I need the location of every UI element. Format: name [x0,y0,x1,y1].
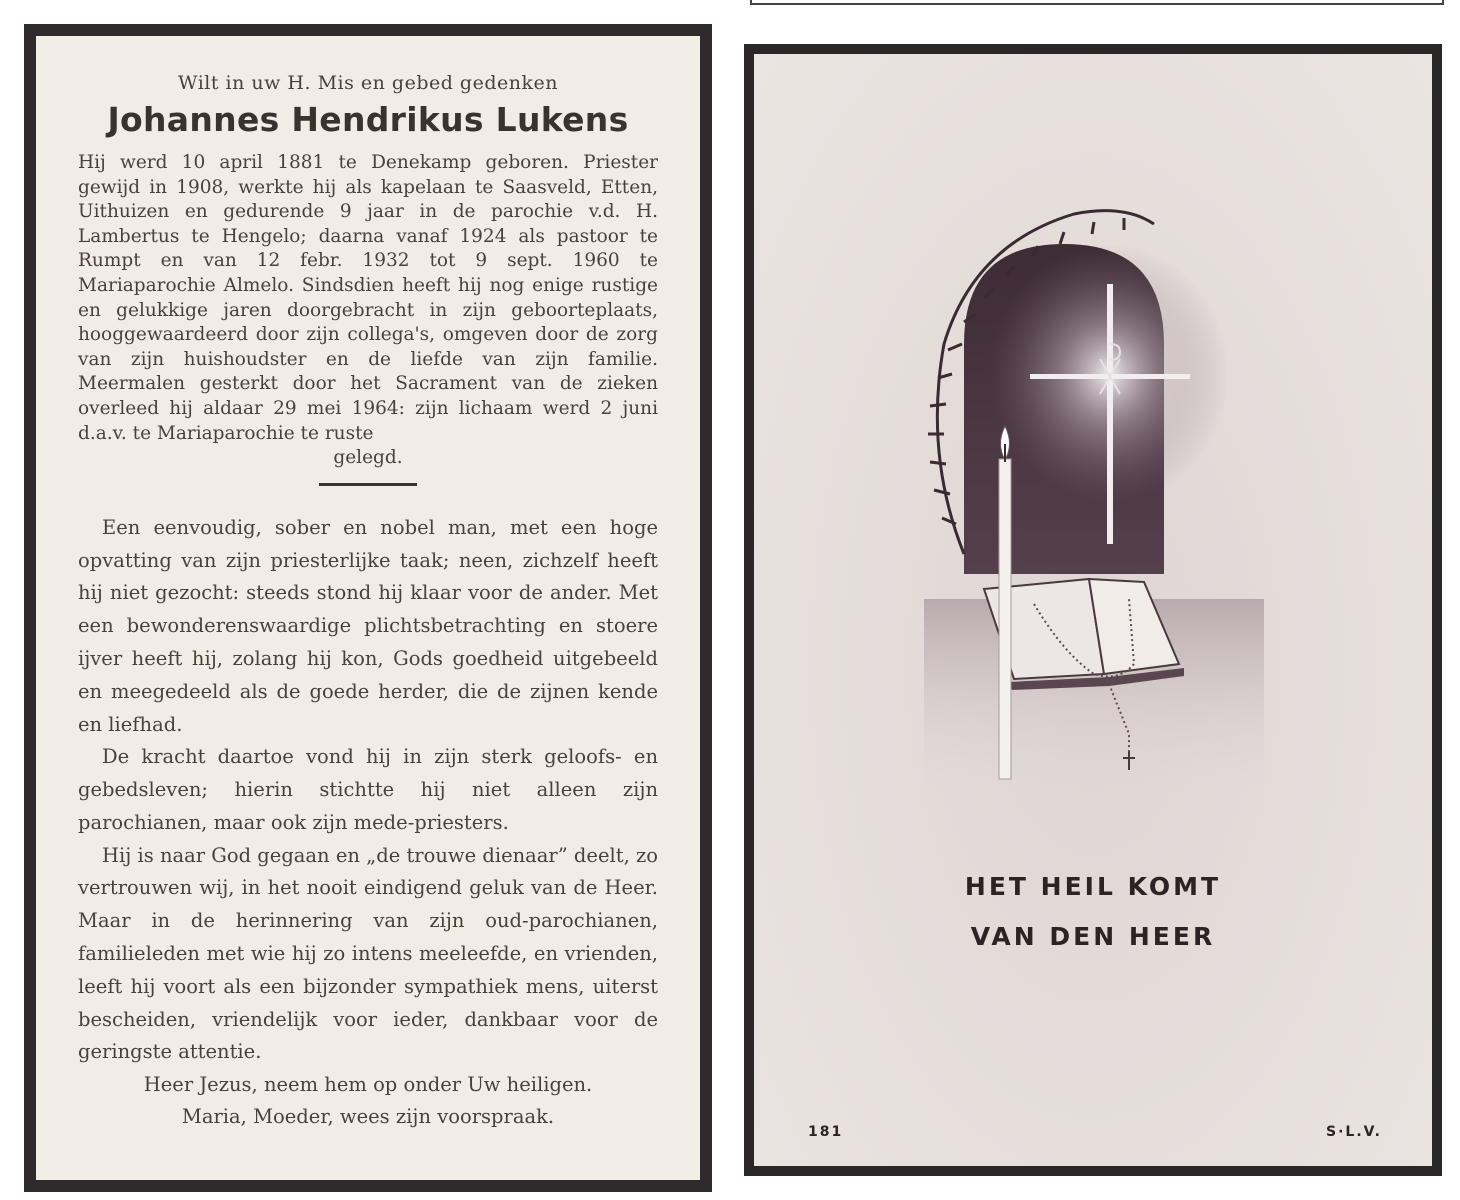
memorial-card-image-side [744,44,1442,1176]
biography [78,151,658,471]
candle-icon [999,426,1011,779]
eulogy [78,512,658,1070]
divider-rule [319,483,417,486]
print-number: 181 [808,1124,844,1140]
eulogy-paragraph: Hij is naar God gegaan en „de trouwe dienaar” deelt, zo vertrouwen wij, in het nooit eindigend geluk van de Heer. Maar in de herinnering van zijn oud-parochianen, familieleden met wie hij zo intens meeleefde, en vrienden, leeft hij voort als een bijzonder sympathiek mens, uiterst bescheiden, vriendelijk voor ieder, dankbaar voor de geringste attentie. [78,843,658,1064]
prayer-line: Maria, Moeder, wees zijn voorspraak. [181,1105,555,1129]
biography-last-word: gelegd. [333,447,403,469]
motto-line: VAN DEN HEER [970,922,1216,951]
eulogy-paragraph: Een eenvoudig, sober en nobel man, met een hoge opvatting van zijn priesterlijke taak; neen, zichzelf heeft hij niet gezocht: steeds stond hij klaar voor de ander. Met een bewonderenswaardige plichtsbetrachting en stoere ijver heeft hij, zolang hij kon, Gods goedheid uitgebeeld en meegedeeld als de goede herder, die de zijnen kende en liefhad. [78,515,658,736]
eulogy-paragraph: De kracht daartoe vond hij in zijn sterk geloofs- en gebedsleven; hierin stichtte hij niet alleen zijn parochianen, maar ook zijn mede-priesters. [78,745,658,834]
devotional-illustration [904,204,1304,804]
prayer-line: Heer Jezus, neem hem op onder Uw heiligen. [143,1073,593,1097]
memorial-card-text-side [24,24,712,1192]
biography-text: Hij werd 10 april 1881 te Denekamp geboren. Priester gewijd in 1908, werkte hij als kapelaan te Saasveld, Etten, Uithuizen en gedurende 9 jaar in de parochie v.d. H. Lambertus te Hengelo; daarna vanaf 1924 als pastoor te Rumpt en van 12 febr. 1932 tot 9 sept. 1960 te Mariaparochie Almelo. Sindsdien heeft hij nog enige rustige en gelukkige jaren doorgebracht in zijn geboorteplaats, hooggewaardeerd door zijn collega's, omgeven door de zorg van zijn huishoudster en de liefde van zijn familie. Meermalen gesterkt door het Sacrament van de zieken overleed hij aldaar 29 mei 1964: zijn lichaam werd 2 juni d.a.v. te Mariaparochie te ruste [78,152,658,444]
card-edge-line [750,0,1444,5]
deceased-name: Johannes Hendrikus Lukens [107,100,629,139]
prayer [78,1069,658,1133]
motto-line: HET HEIL KOMT [964,872,1222,901]
intro-line: Wilt in uw H. Mis en gebed gedenken [178,72,558,94]
card-paper [36,36,700,1180]
card-paper [754,54,1432,1166]
publisher-mark: S·L.V. [1326,1124,1382,1140]
open-book-icon [984,579,1184,690]
